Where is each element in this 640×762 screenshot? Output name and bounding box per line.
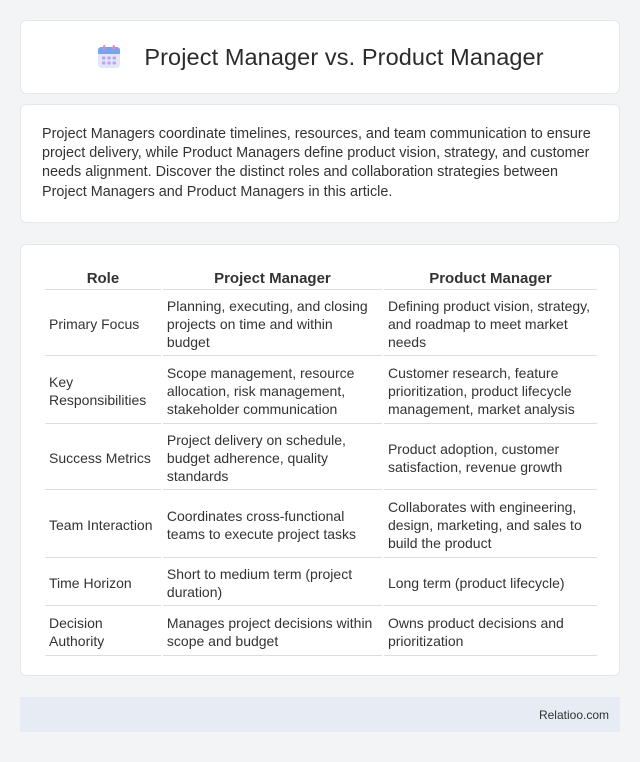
title-wrap: [96, 44, 543, 71]
header-product-manager: Product Manager: [384, 267, 597, 290]
table-row: [45, 608, 597, 656]
row-label: Success Metrics: [45, 426, 161, 490]
product-manager-cell: Customer research, feature prioritization, product lifecycle management, market analysis: [384, 358, 597, 424]
footer-bar: [20, 697, 620, 732]
header-role: Role: [45, 267, 161, 290]
project-manager-cell: Manages project decisions within scope and budget: [163, 608, 382, 656]
row-label: Team Interaction: [45, 492, 161, 558]
footer-site-link[interactable]: Relatioo.com: [538, 707, 609, 722]
row-label: Time Horizon: [45, 560, 161, 606]
header-project-manager: Project Manager: [163, 267, 382, 290]
table-row: [45, 358, 597, 424]
table-row: [45, 292, 597, 356]
calendar-icon: [96, 44, 122, 70]
table-row: [45, 560, 597, 606]
project-manager-cell: Coordinates cross-functional teams to execute project tasks: [163, 492, 382, 558]
comparison-table: [43, 265, 599, 658]
project-manager-cell: Scope management, resource allocation, risk management, stakeholder communication: [163, 358, 382, 424]
row-label: Key Responsibilities: [45, 358, 161, 424]
product-manager-cell: Collaborates with engineering, design, marketing, and sales to build the product: [384, 492, 597, 558]
product-manager-cell: Long term (product lifecycle): [384, 560, 597, 606]
product-manager-cell: Owns product decisions and prioritization: [384, 608, 597, 656]
project-manager-cell: Short to medium term (project duration): [163, 560, 382, 606]
project-manager-cell: Project delivery on schedule, budget adherence, quality standards: [163, 426, 382, 490]
page-title: Project Manager vs. Product Manager: [144, 43, 544, 70]
intro-card: [20, 104, 620, 223]
header-card: [20, 20, 620, 94]
row-label: Primary Focus: [45, 292, 161, 356]
product-manager-cell: Defining product vision, strategy, and roadmap to meet market needs: [384, 292, 597, 356]
table-header-row: [45, 267, 597, 290]
row-label: Decision Authority: [45, 608, 161, 656]
table-row: [45, 492, 597, 558]
intro-paragraph: Project Managers coordinate timelines, resources, and team communication to ensure project delivery, while Product Managers define product vision, strategy, and customer needs alignment. Discover the distinct roles and collaboration strategies between Project Managers and Product Managers in this article.: [42, 126, 591, 200]
table-row: [45, 426, 597, 490]
project-manager-cell: Planning, executing, and closing projects on time and within budget: [163, 292, 382, 356]
comparison-card: [20, 244, 620, 676]
product-manager-cell: Product adoption, customer satisfaction, revenue growth: [384, 426, 597, 490]
